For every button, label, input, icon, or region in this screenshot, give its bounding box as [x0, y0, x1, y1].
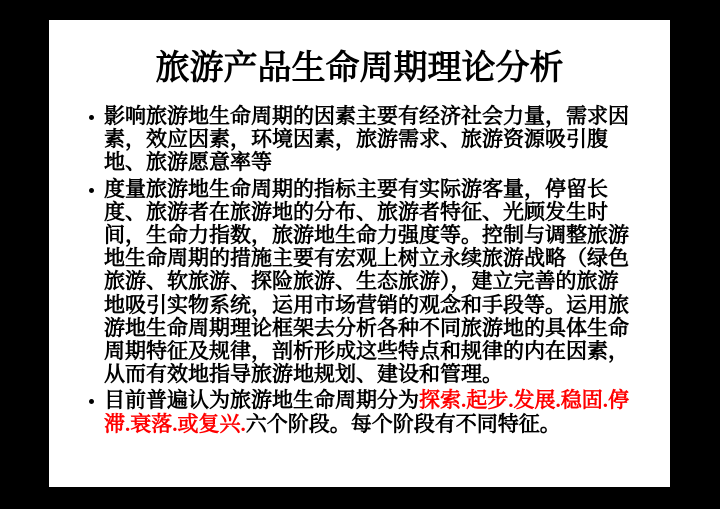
text-segment: 影响旅游地生命周期的因素主要有经济社会力量，需求因素，效应因素，环境因素，旅游需求、旅游资源吸引腹地、旅游愿意率等: [104, 104, 629, 175]
bullet-icon: [88, 178, 104, 201]
text-segment: 度量旅游地生命周期的指标主要有实际游客量，停留长度、旅游者在旅游地的分布、旅游者特征、光顾发生时间，生命力指数，旅游地生命力强度等。控制与调整旅游地生命周期的措施主要有宏观上树立永续旅游战略（绿色旅游、软旅游、探险旅游、生态旅游），建立完善的旅游地吸引实物系统，运用市场营销的观念和手段等。运用旅游地生命周期理论框架去分析各种不同旅游地的具体生命周期特征及规律，剖析形成这些特点和规律的内在因素，从而有效地指导旅游地规划、建设和管理。: [104, 176, 629, 387]
bullet-text: [104, 389, 636, 435]
bullet-list: [88, 105, 640, 439]
highlighted-text-segment: 探索.起步.发展.稳固.停滞.衰落.或复兴.: [104, 388, 629, 436]
bullet-item: [88, 389, 640, 435]
bullet-icon: [88, 105, 104, 128]
bullet-icon: [88, 389, 104, 412]
text-segment: 目前普遍认为旅游地生命周期分为: [104, 388, 419, 413]
bullet-item: [88, 178, 640, 387]
slide-title: 旅游产品生命周期理论分析: [155, 50, 564, 87]
bullet-item: [88, 105, 640, 175]
bullet-text: [104, 105, 636, 175]
bullet-text: [104, 178, 636, 387]
slide: [49, 20, 670, 487]
text-segment: 六个阶段。每个阶段有不同特征。: [245, 411, 561, 436]
